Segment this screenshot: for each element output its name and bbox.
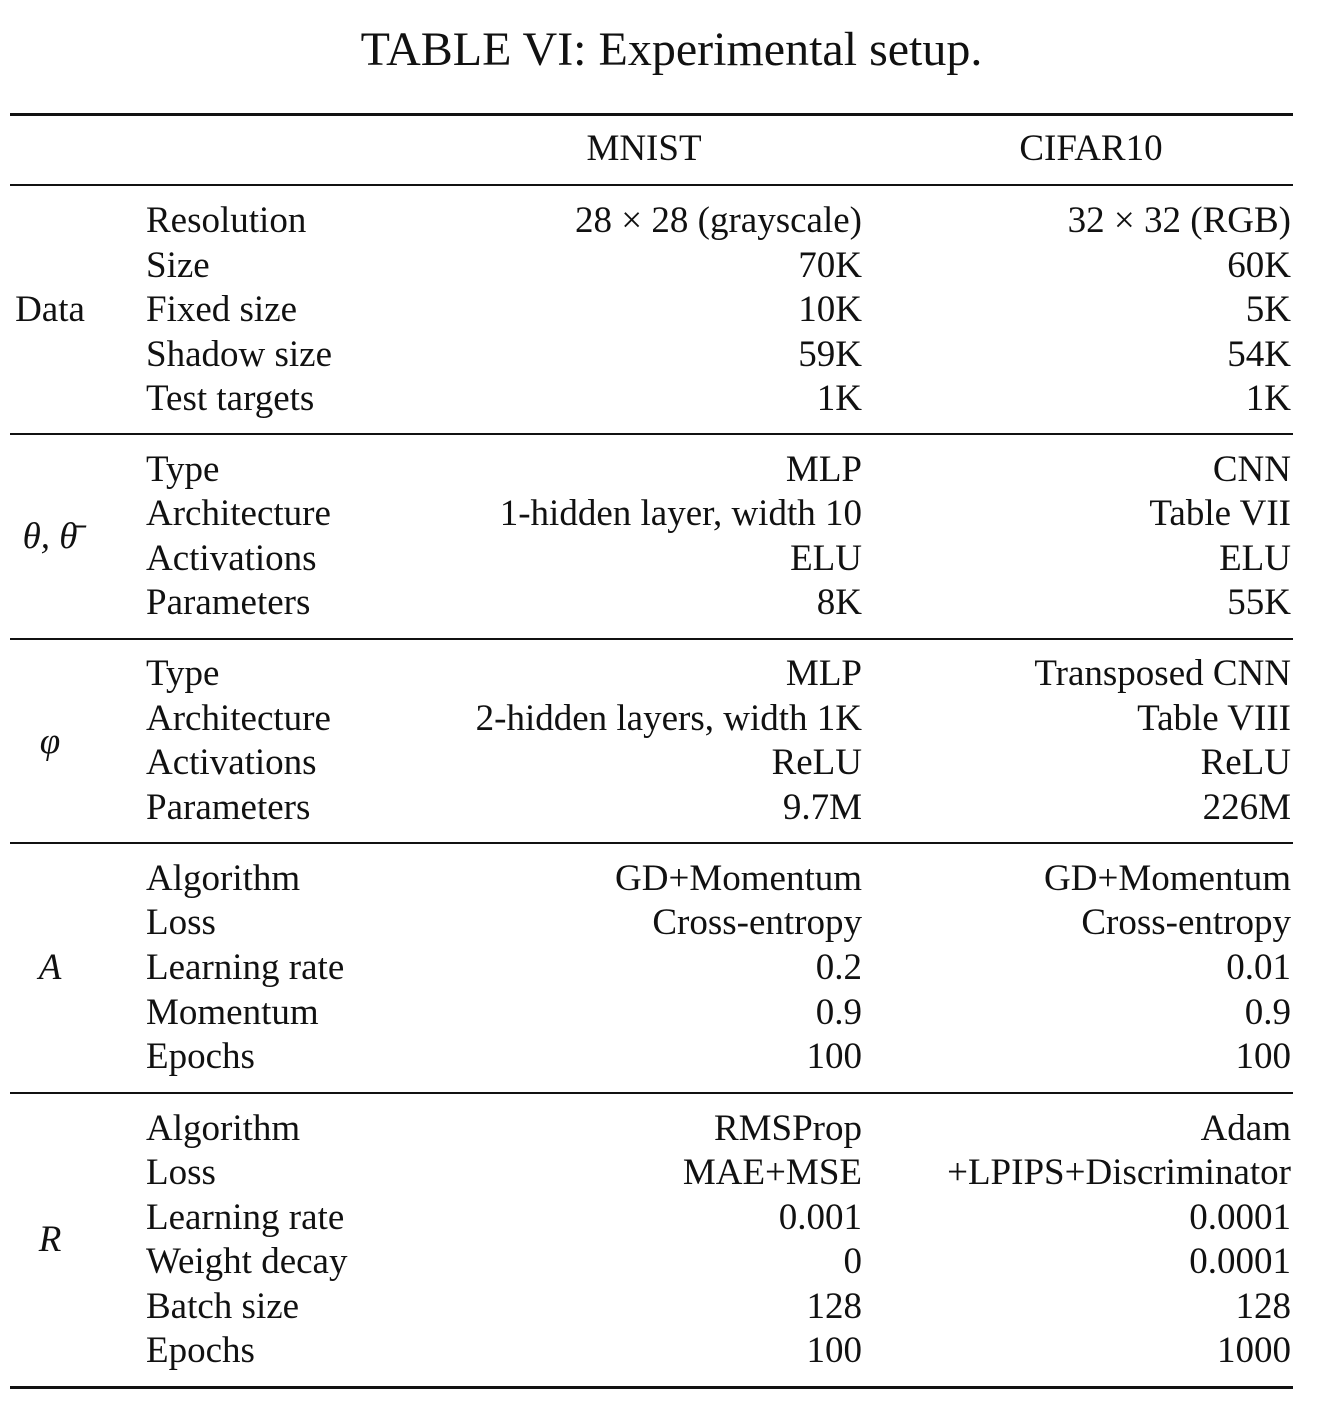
param-name: Batch size <box>146 1286 300 1327</box>
param-name: Learning rate <box>146 947 345 988</box>
param-name: Algorithm <box>146 858 301 899</box>
table-row <box>0 580 1343 625</box>
mnist-value: 1-hidden layer, width 10 <box>499 493 862 534</box>
param-name: Parameters <box>146 582 311 623</box>
table-row <box>0 332 1343 377</box>
mnist-value: 10K <box>798 289 862 330</box>
mnist-value: MLP <box>785 653 862 694</box>
mnist-value: 128 <box>806 1286 862 1327</box>
table-row <box>0 1195 1343 1240</box>
cifar10-value: Table VII <box>1149 493 1291 534</box>
param-name: Epochs <box>146 1036 255 1077</box>
mnist-value: ELU <box>790 538 862 579</box>
cifar10-value: GD+Momentum <box>1044 858 1291 899</box>
cifar10-value: 128 <box>1235 1286 1291 1327</box>
table-caption: TABLE VI: Experimental setup. <box>360 23 983 76</box>
param-name: Momentum <box>146 992 319 1033</box>
mnist-value: 100 <box>806 1036 862 1077</box>
mnist-value: 0 <box>843 1241 862 1282</box>
table-row <box>0 198 1343 243</box>
param-name: Parameters <box>146 787 311 828</box>
table-row <box>0 1239 1343 1284</box>
cifar10-value: ReLU <box>1200 742 1291 783</box>
table-row <box>0 447 1343 492</box>
mnist-value: 0.9 <box>815 992 862 1033</box>
group-label-theta: θ, θ̄ <box>22 516 78 557</box>
mnist-value: 28 × 28 (grayscale) <box>575 200 862 241</box>
param-name: Architecture <box>146 698 331 739</box>
cifar10-value: 0.9 <box>1244 992 1291 1033</box>
param-name: Architecture <box>146 493 331 534</box>
table-row <box>0 1034 1343 1079</box>
table-row <box>0 243 1343 288</box>
cifar10-value: Transposed CNN <box>1034 653 1291 694</box>
cifar10-value: +LPIPS+Discriminator <box>947 1152 1291 1193</box>
mnist-value: MLP <box>785 449 862 490</box>
param-name: Algorithm <box>146 1108 301 1149</box>
table-row <box>0 1106 1343 1151</box>
param-name: Loss <box>146 1152 216 1193</box>
cifar10-value: CNN <box>1212 449 1291 490</box>
group-rule <box>10 638 1293 640</box>
group-label-a: A <box>38 947 62 988</box>
param-name: Shadow size <box>146 334 332 375</box>
cifar10-value: 100 <box>1235 1036 1291 1077</box>
cifar10-value: 5K <box>1245 289 1291 330</box>
table-row <box>0 1284 1343 1329</box>
param-name: Activations <box>146 538 317 579</box>
column-header-mnist: MNIST <box>586 128 702 169</box>
table-row <box>0 990 1343 1035</box>
table-row <box>0 376 1343 421</box>
mnist-value: RMSProp <box>713 1108 862 1149</box>
mnist-value: Cross-entropy <box>652 902 862 943</box>
group-label-phi: φ <box>39 721 61 762</box>
cifar10-value: 1K <box>1245 378 1291 419</box>
param-name: Test targets <box>146 378 315 419</box>
cifar10-value: Adam <box>1200 1108 1291 1149</box>
table-row <box>0 785 1343 830</box>
table-row <box>0 287 1343 332</box>
cifar10-value: 32 × 32 (RGB) <box>1067 200 1291 241</box>
group-rule <box>10 433 1293 435</box>
cifar10-value: Cross-entropy <box>1081 902 1291 943</box>
group-label-r: R <box>38 1219 62 1260</box>
cifar10-value: 55K <box>1227 582 1291 623</box>
group-rule <box>10 842 1293 844</box>
table-row <box>0 1150 1343 1195</box>
cifar10-value: 1000 <box>1217 1330 1291 1371</box>
table-row <box>0 536 1343 581</box>
cifar10-value: 226M <box>1202 787 1291 828</box>
param-name: Weight decay <box>146 1241 348 1282</box>
mnist-value: 100 <box>806 1330 862 1371</box>
table-row <box>0 696 1343 741</box>
cifar10-value: 54K <box>1227 334 1291 375</box>
header-rule <box>10 184 1293 186</box>
mnist-value: GD+Momentum <box>615 858 862 899</box>
table-row <box>0 1328 1343 1373</box>
param-name: Size <box>146 245 210 286</box>
top-rule <box>10 113 1293 116</box>
table-row <box>0 900 1343 945</box>
mnist-value: 8K <box>816 582 862 623</box>
group-label-data: Data <box>15 289 85 330</box>
param-name: Loss <box>146 902 216 943</box>
param-name: Type <box>146 653 220 694</box>
table-row <box>0 945 1343 990</box>
cifar10-value: 0.0001 <box>1189 1197 1291 1238</box>
cifar10-value: ELU <box>1219 538 1291 579</box>
mnist-value: 0.001 <box>778 1197 862 1238</box>
mnist-value: ReLU <box>771 742 862 783</box>
param-name: Resolution <box>146 200 307 241</box>
table-row <box>0 740 1343 785</box>
mnist-value: 9.7M <box>782 787 862 828</box>
cifar10-value: 60K <box>1227 245 1291 286</box>
bottom-rule <box>10 1386 1293 1389</box>
cifar10-value: 0.01 <box>1226 947 1291 988</box>
column-header-cifar10: CIFAR10 <box>1019 128 1163 169</box>
cifar10-value: Table VIII <box>1137 698 1291 739</box>
mnist-value: 0.2 <box>815 947 862 988</box>
mnist-value: 1K <box>816 378 862 419</box>
param-name: Fixed size <box>146 289 298 330</box>
param-name: Epochs <box>146 1330 255 1371</box>
param-name: Learning rate <box>146 1197 345 1238</box>
param-name: Activations <box>146 742 317 783</box>
param-name: Type <box>146 449 220 490</box>
cifar10-value: 0.0001 <box>1189 1241 1291 1282</box>
mnist-value: 59K <box>798 334 862 375</box>
mnist-value: MAE+MSE <box>682 1152 862 1193</box>
table-row <box>0 856 1343 901</box>
mnist-value: 2-hidden layers, width 1K <box>475 698 862 739</box>
table-row <box>0 651 1343 696</box>
table-row <box>0 491 1343 536</box>
group-rule <box>10 1092 1293 1094</box>
mnist-value: 70K <box>798 245 862 286</box>
